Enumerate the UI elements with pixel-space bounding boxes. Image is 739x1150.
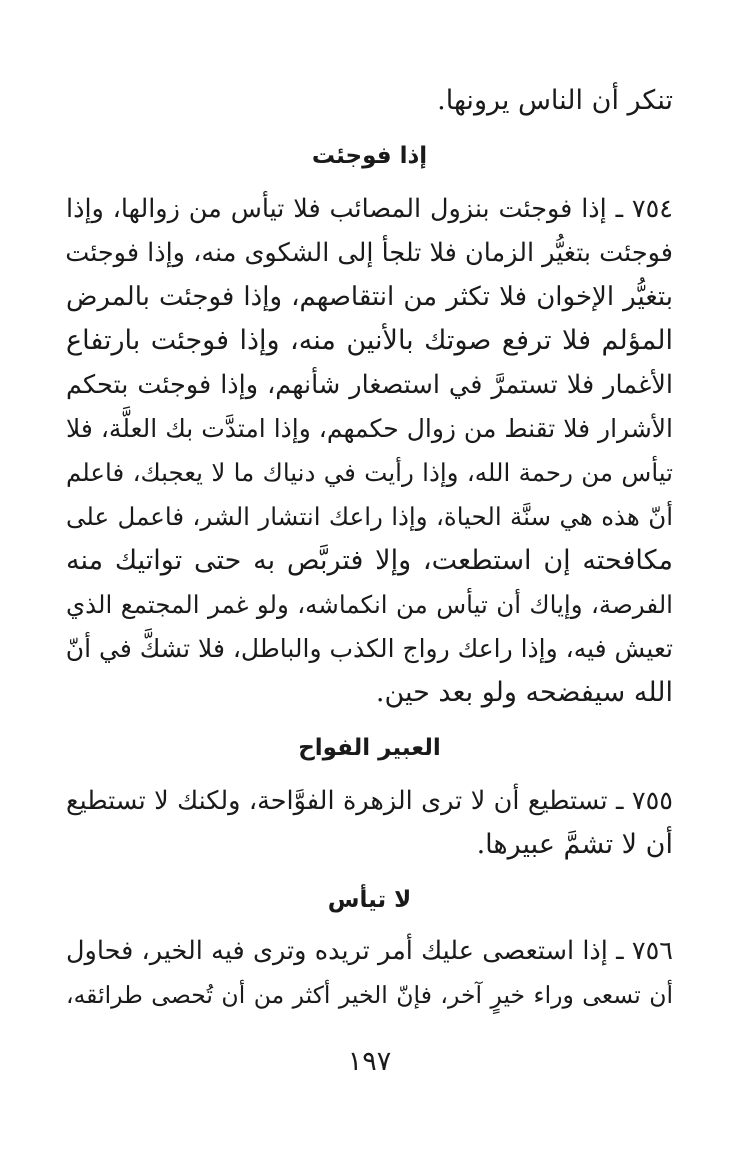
body-line: تعيش فيه، وإذا راعك رواج الكذب والباطل، فلا تشكَّ في أنّ	[65, 634, 673, 663]
body-line: ٧٥٥ ـ تستطيع أن لا ترى الزهرة الفوَّاحة، ولكنك لا تستطيع	[66, 786, 673, 816]
page-number: ١٩٧	[347, 1046, 392, 1077]
body-line: أن لا تشمَّ عبيرها.	[476, 829, 673, 860]
body-line: فوجئت بتغيُّر الزمان فلا تلجأ إلى الشكوى منه، وإذا فوجئت	[65, 238, 673, 268]
section-heading-2: العبير الفواح	[298, 735, 441, 761]
body-line: أن تسعى وراء خيرٍ آخر، فإنّ الخير أكثر من أن تُحصى طرائقه،	[66, 981, 673, 1009]
section-heading-1: إذا فوجئت	[311, 143, 428, 169]
body-line: أنّ هذه هي سنَّة الحياة، وإذا راعك انتشار الشر، فاعمل على	[66, 502, 673, 531]
body-line: بتغيُّر الإخوان فلا تكثر من انتقاصهم، وإذا فوجئت بالمرض	[66, 282, 673, 312]
body-line: الله سيفضحه ولو بعد حين.	[375, 677, 673, 708]
body-line: ٧٥٦ ـ إذا استعصى عليك أمر تريده وترى فيه الخير، فحاول	[66, 936, 673, 966]
body-line: المؤلم فلا ترفع صوتك بالأنين منه، وإذا فوجئت بارتفاع	[66, 325, 673, 356]
body-line: الأشرار فلا تقنط من زوال حكمهم، وإذا امتدَّت بك العلَّة، فلا	[66, 414, 673, 443]
body-line: مكافحته إن استطعت، وإلا فتربَّص به حتى تواتيك منه	[66, 545, 673, 576]
body-line: الفرصة، وإياك أن تيأس من انكماشه، ولو غمر المجتمع الذي	[66, 590, 673, 619]
body-line: تيأس من رحمة الله، وإذا رأيت في دنياك ما لا يعجبك، فاعلم	[66, 458, 673, 487]
body-line: الأغمار فلا تستمرَّ في استصغار شأنهم، وإذا فوجئت بتحكم	[66, 370, 673, 400]
section-heading-3: لا تيأس	[327, 887, 412, 913]
body-line: ٧٥٤ ـ إذا فوجئت بنزول المصائب فلا تيأس من زوالها، وإذا	[66, 194, 673, 224]
intro-line: تنكر أن الناس يرونها.	[437, 85, 673, 116]
